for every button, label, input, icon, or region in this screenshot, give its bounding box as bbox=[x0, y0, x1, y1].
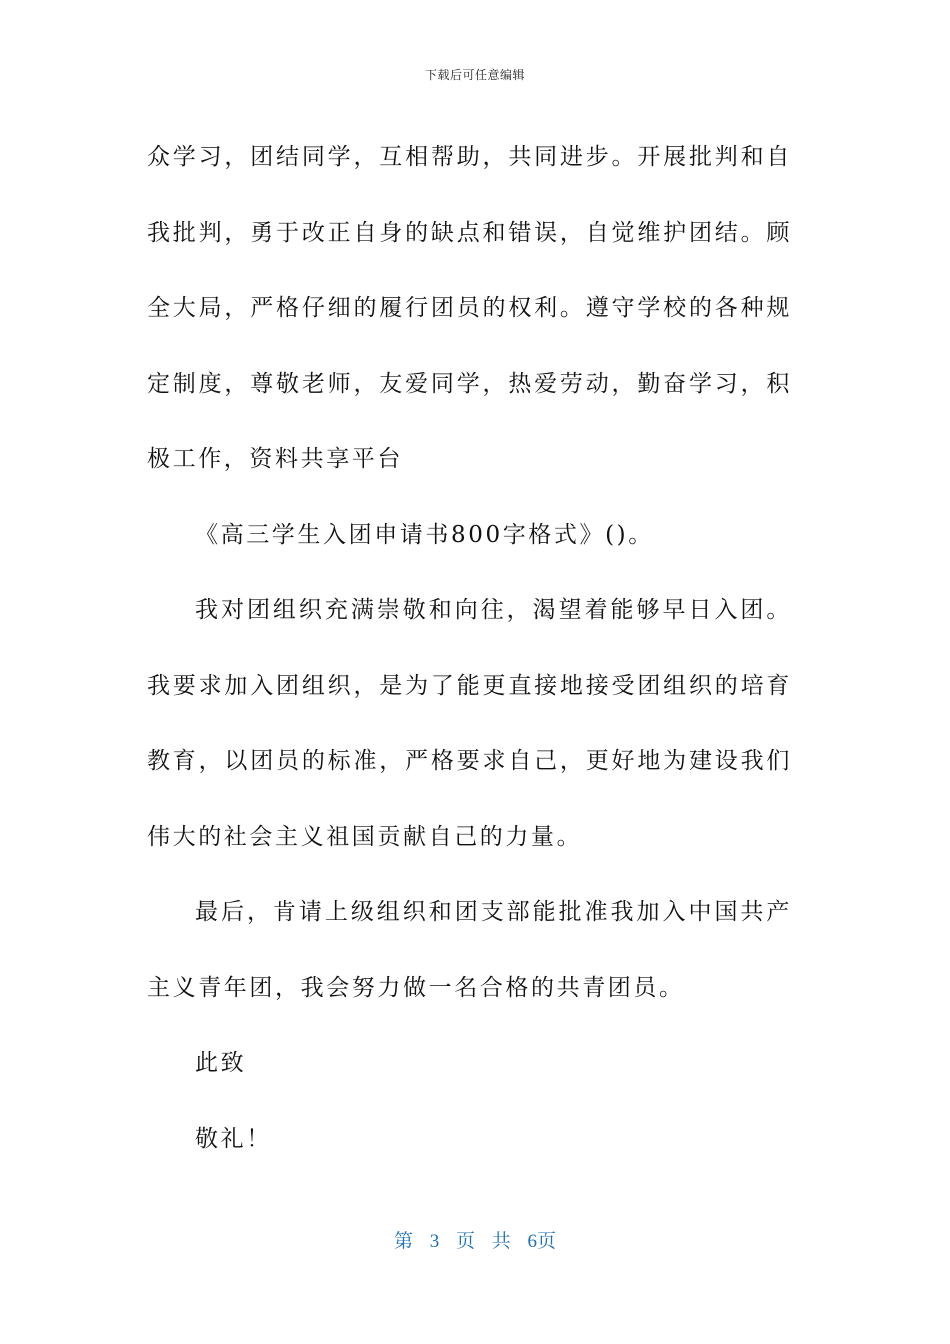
footer-label-gong: 共 bbox=[491, 1231, 511, 1252]
footer-total-pages: 6页 bbox=[527, 1231, 557, 1252]
document-body bbox=[147, 120, 792, 1177]
page-footer bbox=[0, 1226, 950, 1253]
paragraph-continuation: 众学习，团结同学，互相帮助，共同进步。开展批判和自我批判，勇于改正自身的缺点和错误，自觉维护团结。顾全大局，严格仔细的履行团员的权利。遵守学校的各种规定制度，尊敬老师，友爱同学，热爱劳动，勤奋学习，积极工作，资料共享平台 bbox=[147, 144, 792, 472]
footer-current-page: 3 bbox=[429, 1231, 440, 1252]
footer-label-ye: 页 bbox=[455, 1231, 475, 1252]
closing-regards: 敬礼！ bbox=[195, 1125, 272, 1152]
closing-salutation: 此致 bbox=[195, 1050, 247, 1076]
page-header: 下载后可任意编辑 bbox=[424, 68, 525, 82]
footer-label-di: 第 bbox=[393, 1231, 413, 1252]
paragraph-request: 最后，肯请上级组织和团支部能批准我加入中国共产主义青年团，我会努力做一名合格的共青团员。 bbox=[147, 899, 792, 1001]
paragraph-motivation: 我对团组织充满崇敬和向往，渴望着能够早日入团。我要求加入团组织，是为了能更直接地接受团组织的培育教育，以团员的标准，严格要求自己，更好地为建设我们伟大的社会主义祖国贡献自己的力量。 bbox=[147, 597, 792, 850]
paragraph-title-reference: 《高三学生入团申请书800字格式》()。 bbox=[195, 521, 654, 548]
